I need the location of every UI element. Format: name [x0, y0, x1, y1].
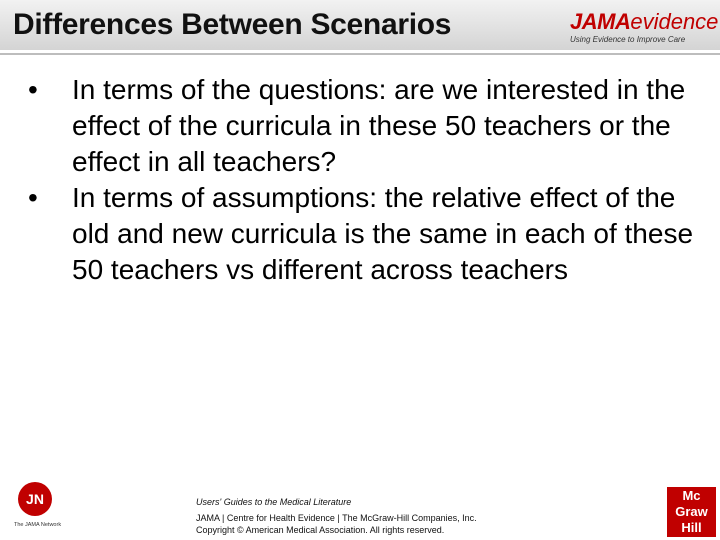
title-bar — [0, 0, 720, 50]
jn-circle-icon: JN — [18, 482, 52, 516]
title-divider — [0, 53, 720, 55]
logo-jama-text: JAMA — [570, 9, 631, 34]
logo-evidence-text: evidence — [630, 9, 719, 34]
footer-credits — [196, 496, 477, 536]
jn-caption: The JAMA Network — [14, 522, 62, 528]
bullet-text: In terms of assumptions: the relative effect of the old and new curricula is the same in each of these 50 teachers vs different across teachers — [72, 182, 694, 285]
footer-line-1: JAMA | Centre for Health Evidence | The McGraw-Hill Companies, Inc. — [196, 513, 477, 523]
jama-evidence-logo — [562, 9, 719, 48]
mcgraw-line: Hill — [681, 520, 702, 535]
footer-guides-title: Users' Guides to the Medical Literature — [196, 497, 352, 507]
bullet-text: In terms of the questions: are we interested in the effect of the curricula in these 50 teachers or the effect in all teachers? — [72, 74, 686, 177]
jama-network-logo — [14, 482, 62, 528]
bullet-list — [28, 72, 708, 288]
logo-tagline: Using Evidence to Improve Care — [570, 35, 686, 44]
footer-line-2: Copyright © American Medical Association. All rights reserved. — [196, 525, 445, 535]
mcgraw-line: Mc — [682, 488, 701, 503]
bullet-marker: • — [28, 74, 38, 105]
bullet-marker: • — [28, 182, 38, 213]
slide-title: Differences Between Scenarios — [13, 8, 452, 41]
mcgraw-line: Graw — [675, 504, 708, 519]
logo-wordmark — [570, 10, 718, 34]
bullet-item — [28, 180, 708, 288]
mcgraw-hill-logo — [667, 487, 716, 537]
bullet-item — [28, 72, 708, 180]
